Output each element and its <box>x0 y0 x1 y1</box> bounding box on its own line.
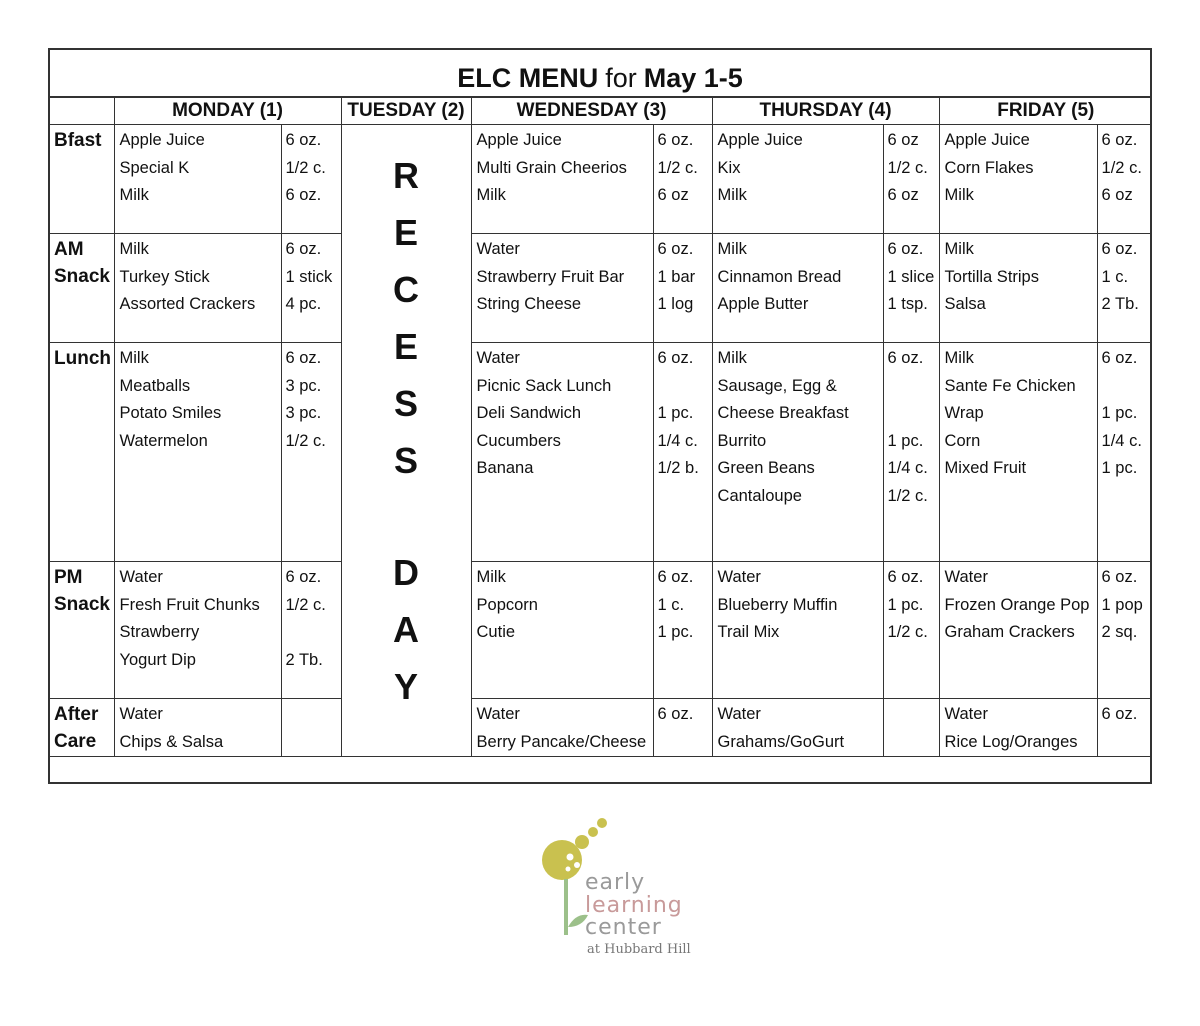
menu-amount: 2 sq. <box>1101 623 1138 641</box>
menu-amount: 6 oz. <box>657 131 694 149</box>
menu-items-friday <box>939 699 1097 757</box>
menu-amount: 6 oz. <box>657 568 694 586</box>
menu-item: Chips & Salsa <box>119 732 224 751</box>
meal-label-line: Care <box>54 731 97 752</box>
meal-label <box>50 699 114 757</box>
header-corner <box>50 98 114 125</box>
menu-amount: 1/2 c. <box>285 158 326 177</box>
menu-amounts-wednesday <box>653 343 712 562</box>
menu-items-monday <box>114 234 281 343</box>
menu-item: Milk <box>476 186 506 204</box>
menu-item: Banana <box>476 459 534 477</box>
menu-amounts-thursday <box>883 699 939 757</box>
menu-items-friday <box>939 562 1097 699</box>
menu-item: Cinnamon Bread <box>717 267 842 286</box>
logo-word-center: center <box>585 915 662 940</box>
menu-title-for: for <box>605 63 637 93</box>
menu-item: Milk <box>944 240 974 258</box>
menu-item: Milk <box>119 240 149 258</box>
menu-amount: 6 oz. <box>1101 240 1138 258</box>
menu-items-wednesday <box>471 234 653 343</box>
logo-subtitle: at Hubbard Hill <box>587 942 691 957</box>
menu-item: Rice Log/Oranges <box>944 732 1078 751</box>
menu-amount: 6 oz <box>887 131 919 149</box>
menu-amount: 6 oz. <box>887 349 924 367</box>
menu-amounts-thursday <box>883 125 939 234</box>
menu-amount: 1 log <box>657 295 694 313</box>
menu-amount: 6 oz. <box>1101 349 1138 367</box>
menu-amount: 1/4 c. <box>887 459 928 477</box>
menu-amount: 1/2 c. <box>887 486 928 505</box>
menu-item: Cucumbers <box>476 431 561 450</box>
meal-label <box>50 125 114 234</box>
day-header-friday: FRIDAY (5) <box>939 98 1152 125</box>
menu-item: Cheese Breakfast <box>717 404 849 422</box>
menu-items-wednesday <box>471 699 653 757</box>
menu-amount: 1/2 c. <box>1101 158 1142 177</box>
menu-item: Trail Mix <box>717 623 780 641</box>
menu-amount <box>286 619 341 647</box>
menu-item: Water <box>717 568 761 586</box>
menu-item: Strawberry Fruit Bar <box>476 267 625 286</box>
menu-amounts-monday <box>281 699 341 757</box>
menu-item: Special K <box>119 158 190 177</box>
menu-footer-blank <box>50 757 1150 782</box>
recess-letter: S <box>394 440 419 481</box>
menu-items-friday <box>939 125 1097 234</box>
menu-amount <box>888 729 939 757</box>
recess-letter: Y <box>394 666 419 707</box>
meal-row <box>50 562 1152 699</box>
meal-label-line: Lunch <box>54 348 111 369</box>
menu-amounts-monday <box>281 125 341 234</box>
menu-item: Milk <box>944 186 974 204</box>
recess-letter: D <box>393 552 420 593</box>
meal-row <box>50 699 1152 757</box>
menu-item: Assorted Crackers <box>119 295 256 313</box>
menu-item: Strawberry <box>119 623 200 641</box>
menu-amount <box>1102 373 1153 401</box>
menu-item: Blueberry Muffin <box>717 595 838 614</box>
recess-day-column <box>341 125 471 757</box>
menu-item: Meatballs <box>119 376 191 395</box>
menu-amount: 4 pc. <box>285 295 322 313</box>
menu-amount: 6 oz. <box>285 568 322 586</box>
menu-amount: 1/2 c. <box>285 431 326 450</box>
menu-amount: 1/2 c. <box>285 595 326 614</box>
menu-amounts-monday <box>281 343 341 562</box>
menu-item: Watermelon <box>119 431 208 450</box>
menu-amount <box>888 373 939 401</box>
menu-item: Multi Grain Cheerios <box>476 158 627 177</box>
menu-item: Popcorn <box>476 595 538 614</box>
menu-items-monday <box>114 699 281 757</box>
menu-item: Apple Butter <box>717 295 809 313</box>
menu-amounts-thursday <box>883 343 939 562</box>
recess-letter: S <box>394 383 419 424</box>
menu-amount: 2 Tb. <box>1101 295 1139 313</box>
recess-letter: A <box>393 609 420 650</box>
menu-item: Sante Fe Chicken <box>944 376 1076 395</box>
menu-footer-row <box>50 757 1150 782</box>
menu-item: Berry Pancake/Cheese <box>476 732 647 751</box>
menu-amount: 6 oz. <box>1101 705 1138 723</box>
menu-amount: 6 oz. <box>657 240 694 258</box>
menu-amount: 6 oz. <box>285 240 322 258</box>
meal-row <box>50 343 1152 562</box>
menu-amounts-thursday <box>883 234 939 343</box>
menu-amounts-friday <box>1097 234 1152 343</box>
logo-word-learning: learning <box>585 893 683 918</box>
menu-amount: 6 oz. <box>1101 131 1138 149</box>
menu-amount <box>286 729 341 757</box>
menu-title <box>50 50 1150 98</box>
menu-amount <box>888 400 939 428</box>
menu-item: Cutie <box>476 623 516 641</box>
menu-items-monday <box>114 562 281 699</box>
menu-item: Corn Flakes <box>944 158 1034 177</box>
menu-item: Water <box>476 240 520 258</box>
menu-item: Wrap <box>944 404 984 422</box>
menu-amount: 1 pc. <box>887 595 924 614</box>
menu-items-monday <box>114 343 281 562</box>
meal-label-line: Snack <box>54 266 110 287</box>
menu-item: Kix <box>717 158 741 177</box>
menu-amount: 1 c. <box>1101 267 1129 286</box>
recess-letter: C <box>393 269 420 310</box>
meal-label <box>50 562 114 699</box>
menu-amounts-monday <box>281 234 341 343</box>
menu-items-wednesday <box>471 343 653 562</box>
menu-item: Sausage, Egg & <box>717 376 837 395</box>
menu-item: Green Beans <box>717 459 815 477</box>
menu-amounts-friday <box>1097 562 1152 699</box>
menu-item: Apple Juice <box>944 131 1030 149</box>
menu-item: Corn <box>944 431 981 450</box>
menu-amount: 1/2 c. <box>887 623 928 641</box>
menu-items-friday <box>939 343 1097 562</box>
meal-label <box>50 234 114 343</box>
meal-label-line: After <box>54 704 99 725</box>
menu-amount <box>658 373 712 401</box>
menu-amount: 6 oz. <box>657 705 694 723</box>
menu-item: Frozen Orange Pop <box>944 595 1090 614</box>
menu-amounts-monday <box>281 562 341 699</box>
menu-item: Salsa <box>944 295 986 313</box>
menu-amount: 1 tsp. <box>887 295 928 313</box>
recess-word <box>342 125 471 715</box>
menu-amount: 1 c. <box>657 595 685 614</box>
meal-row <box>50 234 1152 343</box>
menu-items-monday <box>114 125 281 234</box>
menu-item: Milk <box>119 186 149 204</box>
meal-label-line: Snack <box>54 594 110 615</box>
menu-amount <box>888 701 939 729</box>
logo-word-early: early <box>585 870 646 895</box>
menu-amounts-friday <box>1097 125 1152 234</box>
day-header-wednesday: WEDNESDAY (3) <box>471 98 712 125</box>
menu-item: Yogurt Dip <box>119 650 196 669</box>
menu-item: Grahams/GoGurt <box>717 732 845 751</box>
menu-item: Water <box>476 705 520 723</box>
meal-row <box>50 125 1152 234</box>
menu-item: Potato Smiles <box>119 404 222 422</box>
menu-amount: 1/4 c. <box>1101 431 1142 450</box>
menu-amounts-friday <box>1097 343 1152 562</box>
meal-label <box>50 343 114 562</box>
menu-amount: 3 pc. <box>285 376 322 395</box>
menu-amount: 1 stick <box>285 267 333 286</box>
menu-item: Milk <box>119 349 149 367</box>
menu-item: Apple Juice <box>119 131 205 149</box>
menu-item: Burrito <box>717 431 767 450</box>
menu-amounts-thursday <box>883 562 939 699</box>
menu-item: Deli Sandwich <box>476 404 582 422</box>
menu-amount: 1/4 c. <box>657 431 698 450</box>
menu-item: Milk <box>944 349 974 367</box>
menu-items-thursday <box>712 699 883 757</box>
menu-amounts-wednesday <box>653 234 712 343</box>
menu-sheet <box>48 48 1152 784</box>
menu-item: Apple Juice <box>717 131 803 149</box>
menu-amounts-wednesday <box>653 562 712 699</box>
menu-amounts-friday <box>1097 699 1152 757</box>
menu-amount: 1 pc. <box>1101 459 1138 477</box>
menu-amount: 1 pc. <box>1101 404 1138 422</box>
menu-amount: 6 oz. <box>887 568 924 586</box>
meal-label-line: AM <box>54 239 84 260</box>
menu-items-wednesday <box>471 562 653 699</box>
meal-label-line: PM <box>54 567 83 588</box>
menu-amount: 1 pop <box>1101 595 1143 614</box>
menu-amount <box>1102 729 1153 757</box>
day-header-tuesday: TUESDAY (2) <box>341 98 471 125</box>
menu-items-thursday <box>712 562 883 699</box>
menu-amount: 6 oz <box>1101 186 1133 204</box>
menu-amount: 6 oz. <box>285 131 322 149</box>
menu-title-main: ELC MENU <box>457 63 599 93</box>
recess-letter: R <box>393 155 420 196</box>
menu-item: Water <box>717 705 761 723</box>
menu-table <box>50 98 1152 757</box>
menu-items-wednesday <box>471 125 653 234</box>
menu-amount: 6 oz <box>887 186 919 204</box>
menu-amount: 1 slice <box>887 267 935 286</box>
menu-item: Graham Crackers <box>944 623 1075 641</box>
menu-amount <box>286 701 341 729</box>
menu-item: Mixed Fruit <box>944 459 1027 477</box>
menu-items-thursday <box>712 343 883 562</box>
menu-item: Turkey Stick <box>119 267 210 286</box>
menu-item: Apple Juice <box>476 131 562 149</box>
recess-letter: E <box>394 212 419 253</box>
recess-letter: E <box>394 326 419 367</box>
menu-item: Milk <box>717 349 747 367</box>
menu-amount: 1/2 c. <box>887 158 928 177</box>
day-header-monday: MONDAY (1) <box>114 98 341 125</box>
meal-label-line: Bfast <box>54 130 102 151</box>
day-header-thursday: THURSDAY (4) <box>712 98 939 125</box>
menu-item: Water <box>944 568 988 586</box>
menu-amount: 1 pc. <box>657 623 694 641</box>
menu-title-dates: May 1-5 <box>643 63 743 93</box>
menu-item: Milk <box>717 240 747 258</box>
menu-item: Milk <box>476 568 506 586</box>
menu-amount: 6 oz. <box>285 349 322 367</box>
menu-amount: 6 oz <box>657 186 689 204</box>
menu-item: Cantaloupe <box>717 486 802 505</box>
menu-items-thursday <box>712 234 883 343</box>
menu-item: String Cheese <box>476 295 582 313</box>
menu-amount: 6 oz. <box>657 349 694 367</box>
menu-amount: 1/2 c. <box>657 158 698 177</box>
menu-items-thursday <box>712 125 883 234</box>
menu-amount: 1 bar <box>657 267 696 286</box>
menu-amounts-wednesday <box>653 125 712 234</box>
menu-amount: 2 Tb. <box>285 650 323 669</box>
menu-amount: 6 oz. <box>887 240 924 258</box>
menu-item: Fresh Fruit Chunks <box>119 595 260 614</box>
menu-amount: 1 pc. <box>657 404 694 422</box>
menu-item: Tortilla Strips <box>944 267 1039 286</box>
elc-logo <box>540 815 700 965</box>
day-header-row <box>50 98 1152 125</box>
menu-item: Water <box>944 705 988 723</box>
menu-amount: 6 oz. <box>1101 568 1138 586</box>
menu-amount: 6 oz. <box>285 186 322 204</box>
menu-item: Milk <box>717 186 747 204</box>
menu-item: Water <box>119 568 163 586</box>
menu-amounts-wednesday <box>653 699 712 757</box>
menu-amount: 1/2 b. <box>657 459 699 477</box>
menu-items-friday <box>939 234 1097 343</box>
menu-item: Picnic Sack Lunch <box>476 376 612 395</box>
menu-item: Water <box>476 349 520 367</box>
menu-amount <box>658 729 712 757</box>
menu-item: Water <box>119 705 163 723</box>
menu-amount: 3 pc. <box>285 404 322 422</box>
menu-amount: 1 pc. <box>887 431 924 450</box>
